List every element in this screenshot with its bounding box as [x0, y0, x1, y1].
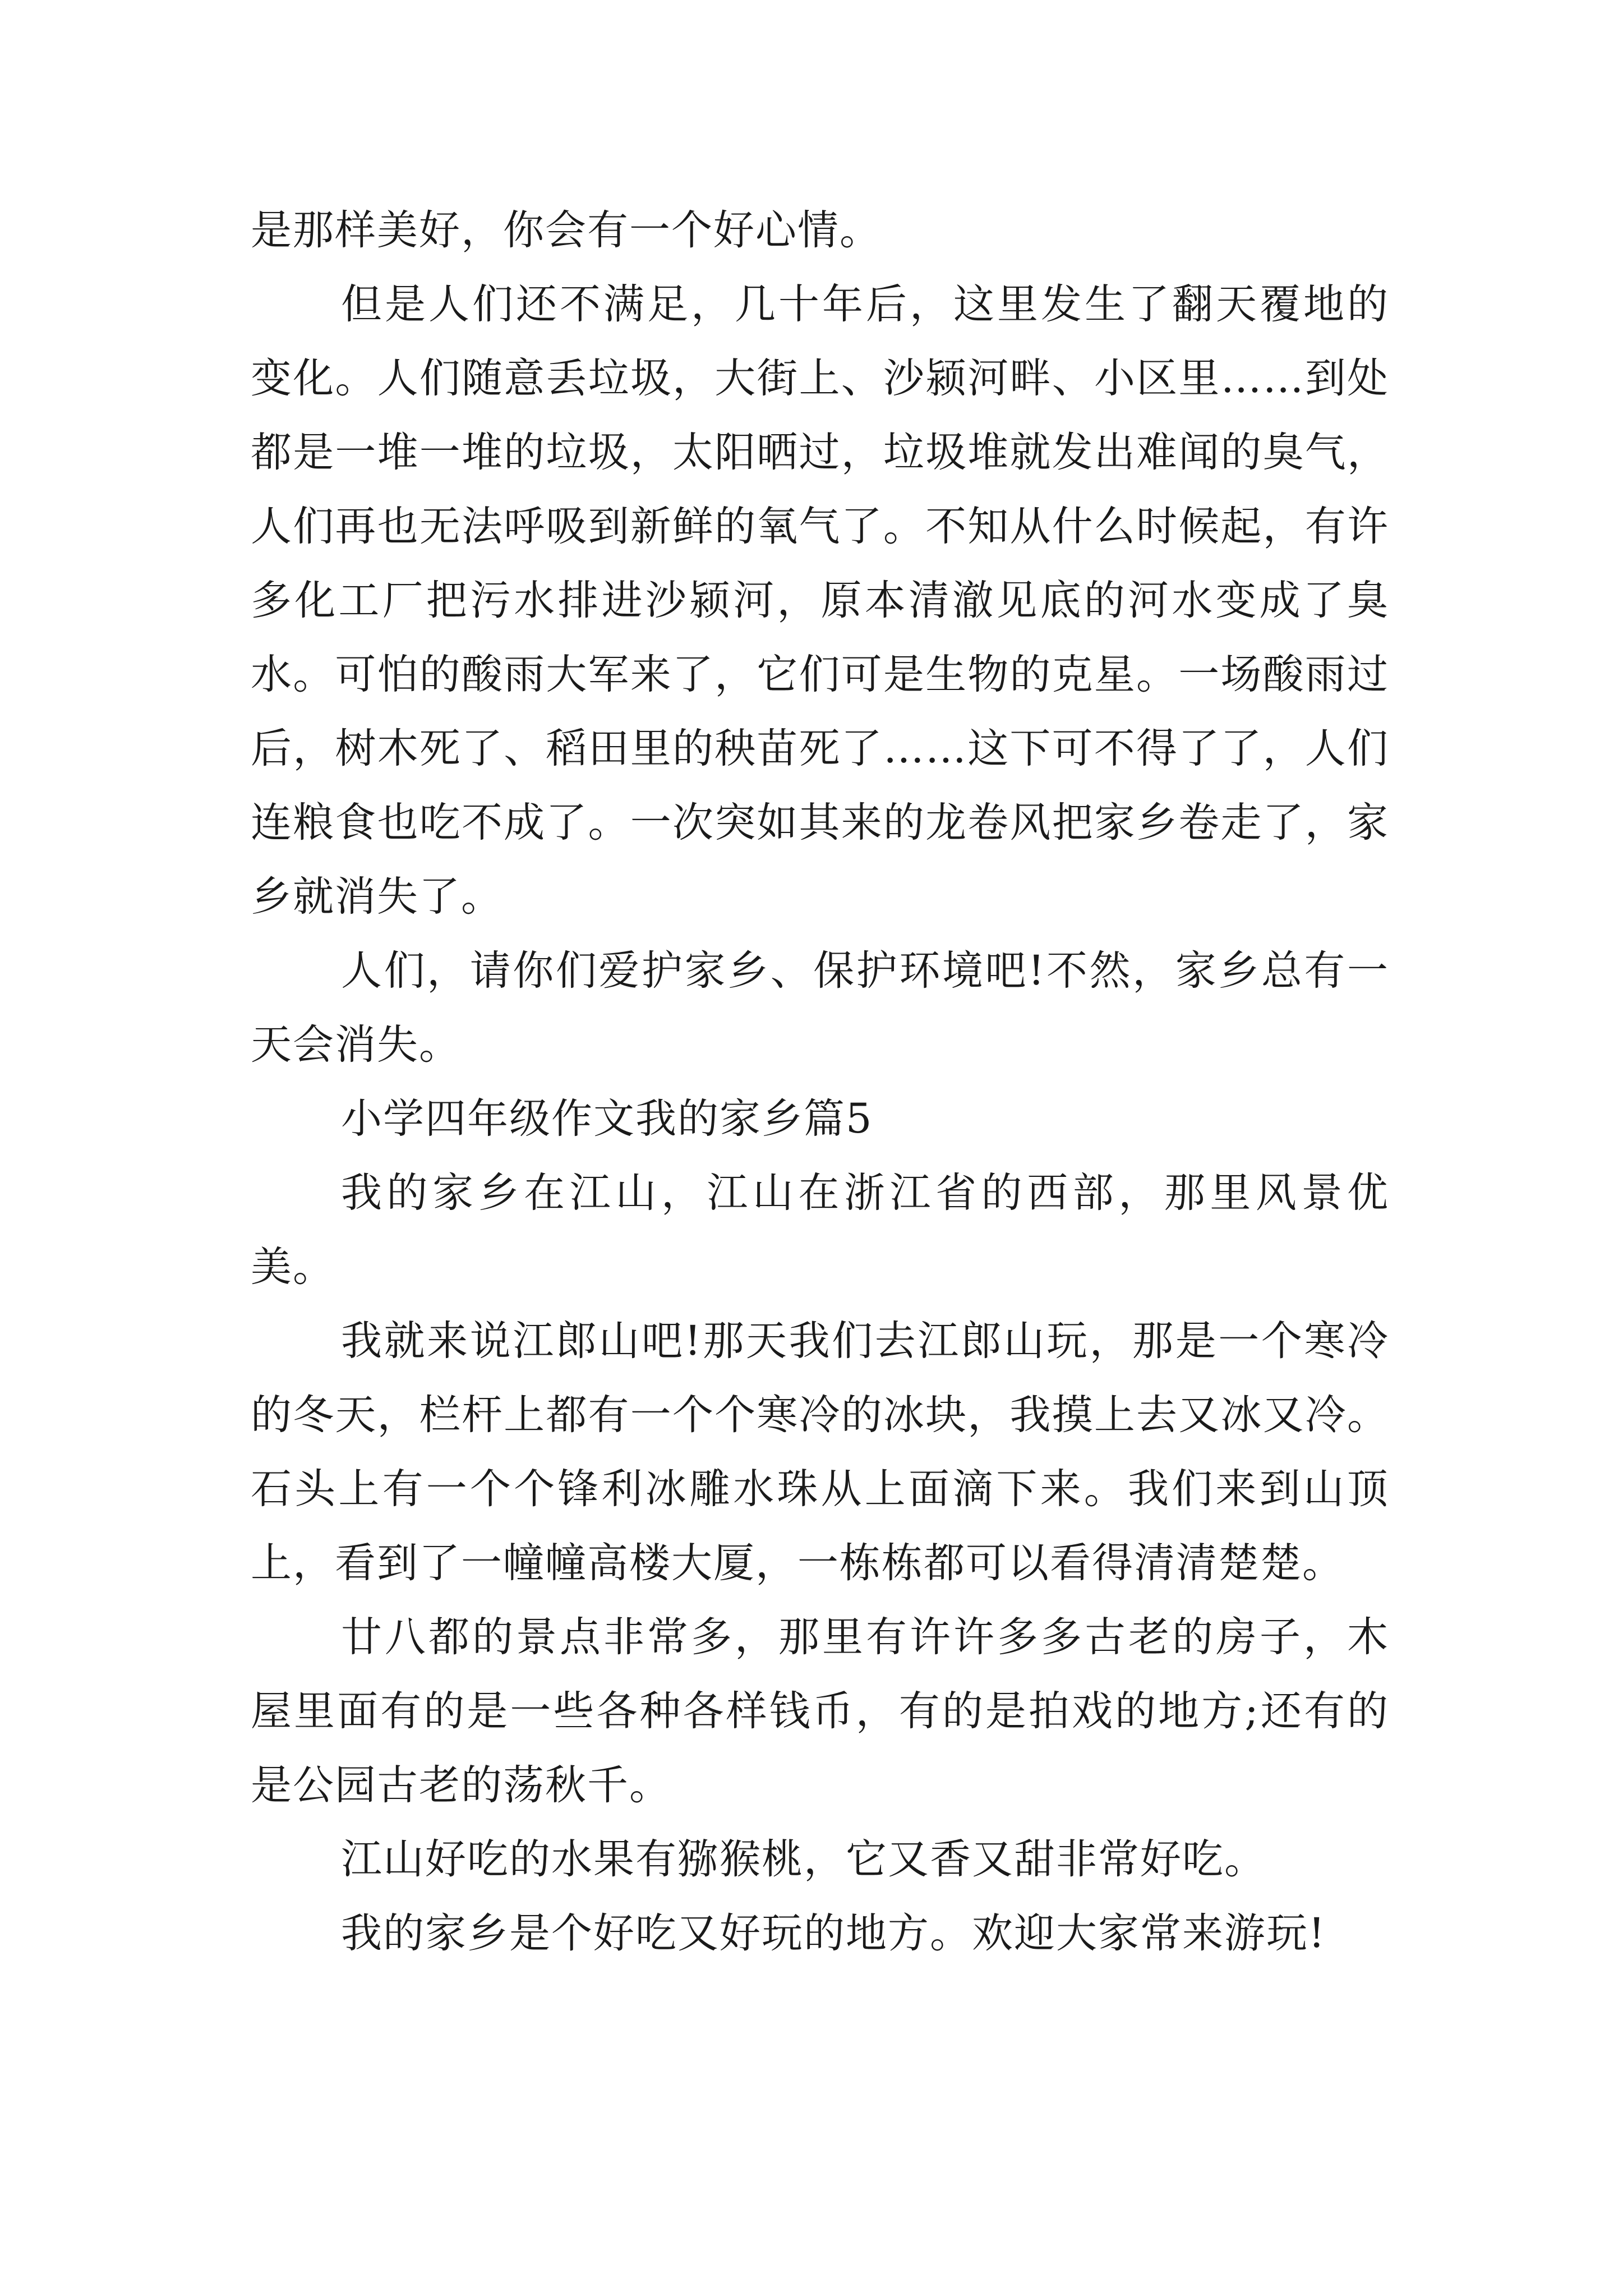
paragraph-continuation: 是那样美好，你会有一个好心情。	[251, 206, 882, 254]
paragraph-pollution: 但是人们还不满足，几十年后，这里发生了翻天覆地的变化。人们随意丢垃圾，大街上、沙颍河畔、小区里……到处都是一堆一堆的垃圾，太阳晒过，垃圾堆就发出难闻的臭气，人们再也无法呼吸到新鲜的氧气了。不知从什么时候起，有许多化工厂把污水排进沙颍河，原本清澈见底的河水变成了臭水。可怕的酸雨大军来了，它们可是生物的克星。一场酸雨过后，树木死了、稻田里的秧苗死了……这下可不得了了，人们连粮食也吃不成了。一次突如其来的龙卷风把家乡卷走了，家乡就消失了。	[251, 280, 1389, 921]
article-body	[251, 194, 1389, 1971]
paragraph-closing: 我的家乡是个好吃又好玩的地方。欢迎大家常来游玩!	[341, 1910, 1326, 1957]
paragraph-kiwi: 江山好吃的水果有猕猴桃，它又香又甜非常好吃。	[341, 1835, 1266, 1883]
paragraph-appeal: 人们，请你们爱护家乡、保护环境吧!不然，家乡总有一天会消失。	[251, 947, 1389, 1069]
paragraph-nianbadu: 廿八都的景点非常多，那里有许许多多古老的房子，木屋里面有的是一些各种各样钱币，有的是拍戏的地方;还有的是公园古老的荡秋千。	[251, 1613, 1389, 1809]
paragraph-intro: 我的家乡在江山，江山在浙江省的西部，那里风景优美。	[251, 1169, 1389, 1291]
paragraph-jianglang-mountain: 我就来说江郎山吧!那天我们去江郎山玩，那是一个寒冷的冬天，栏杆上都有一个个寒冷的冰块，我摸上去又冰又冷。石头上有一个个锋利冰雕水珠从上面滴下来。我们来到山顶上，看到了一幢幢高楼大厦，一栋栋都可以看得清清楚楚。	[251, 1317, 1389, 1587]
section-heading: 小学四年级作文我的家乡篇5	[341, 1095, 873, 1143]
